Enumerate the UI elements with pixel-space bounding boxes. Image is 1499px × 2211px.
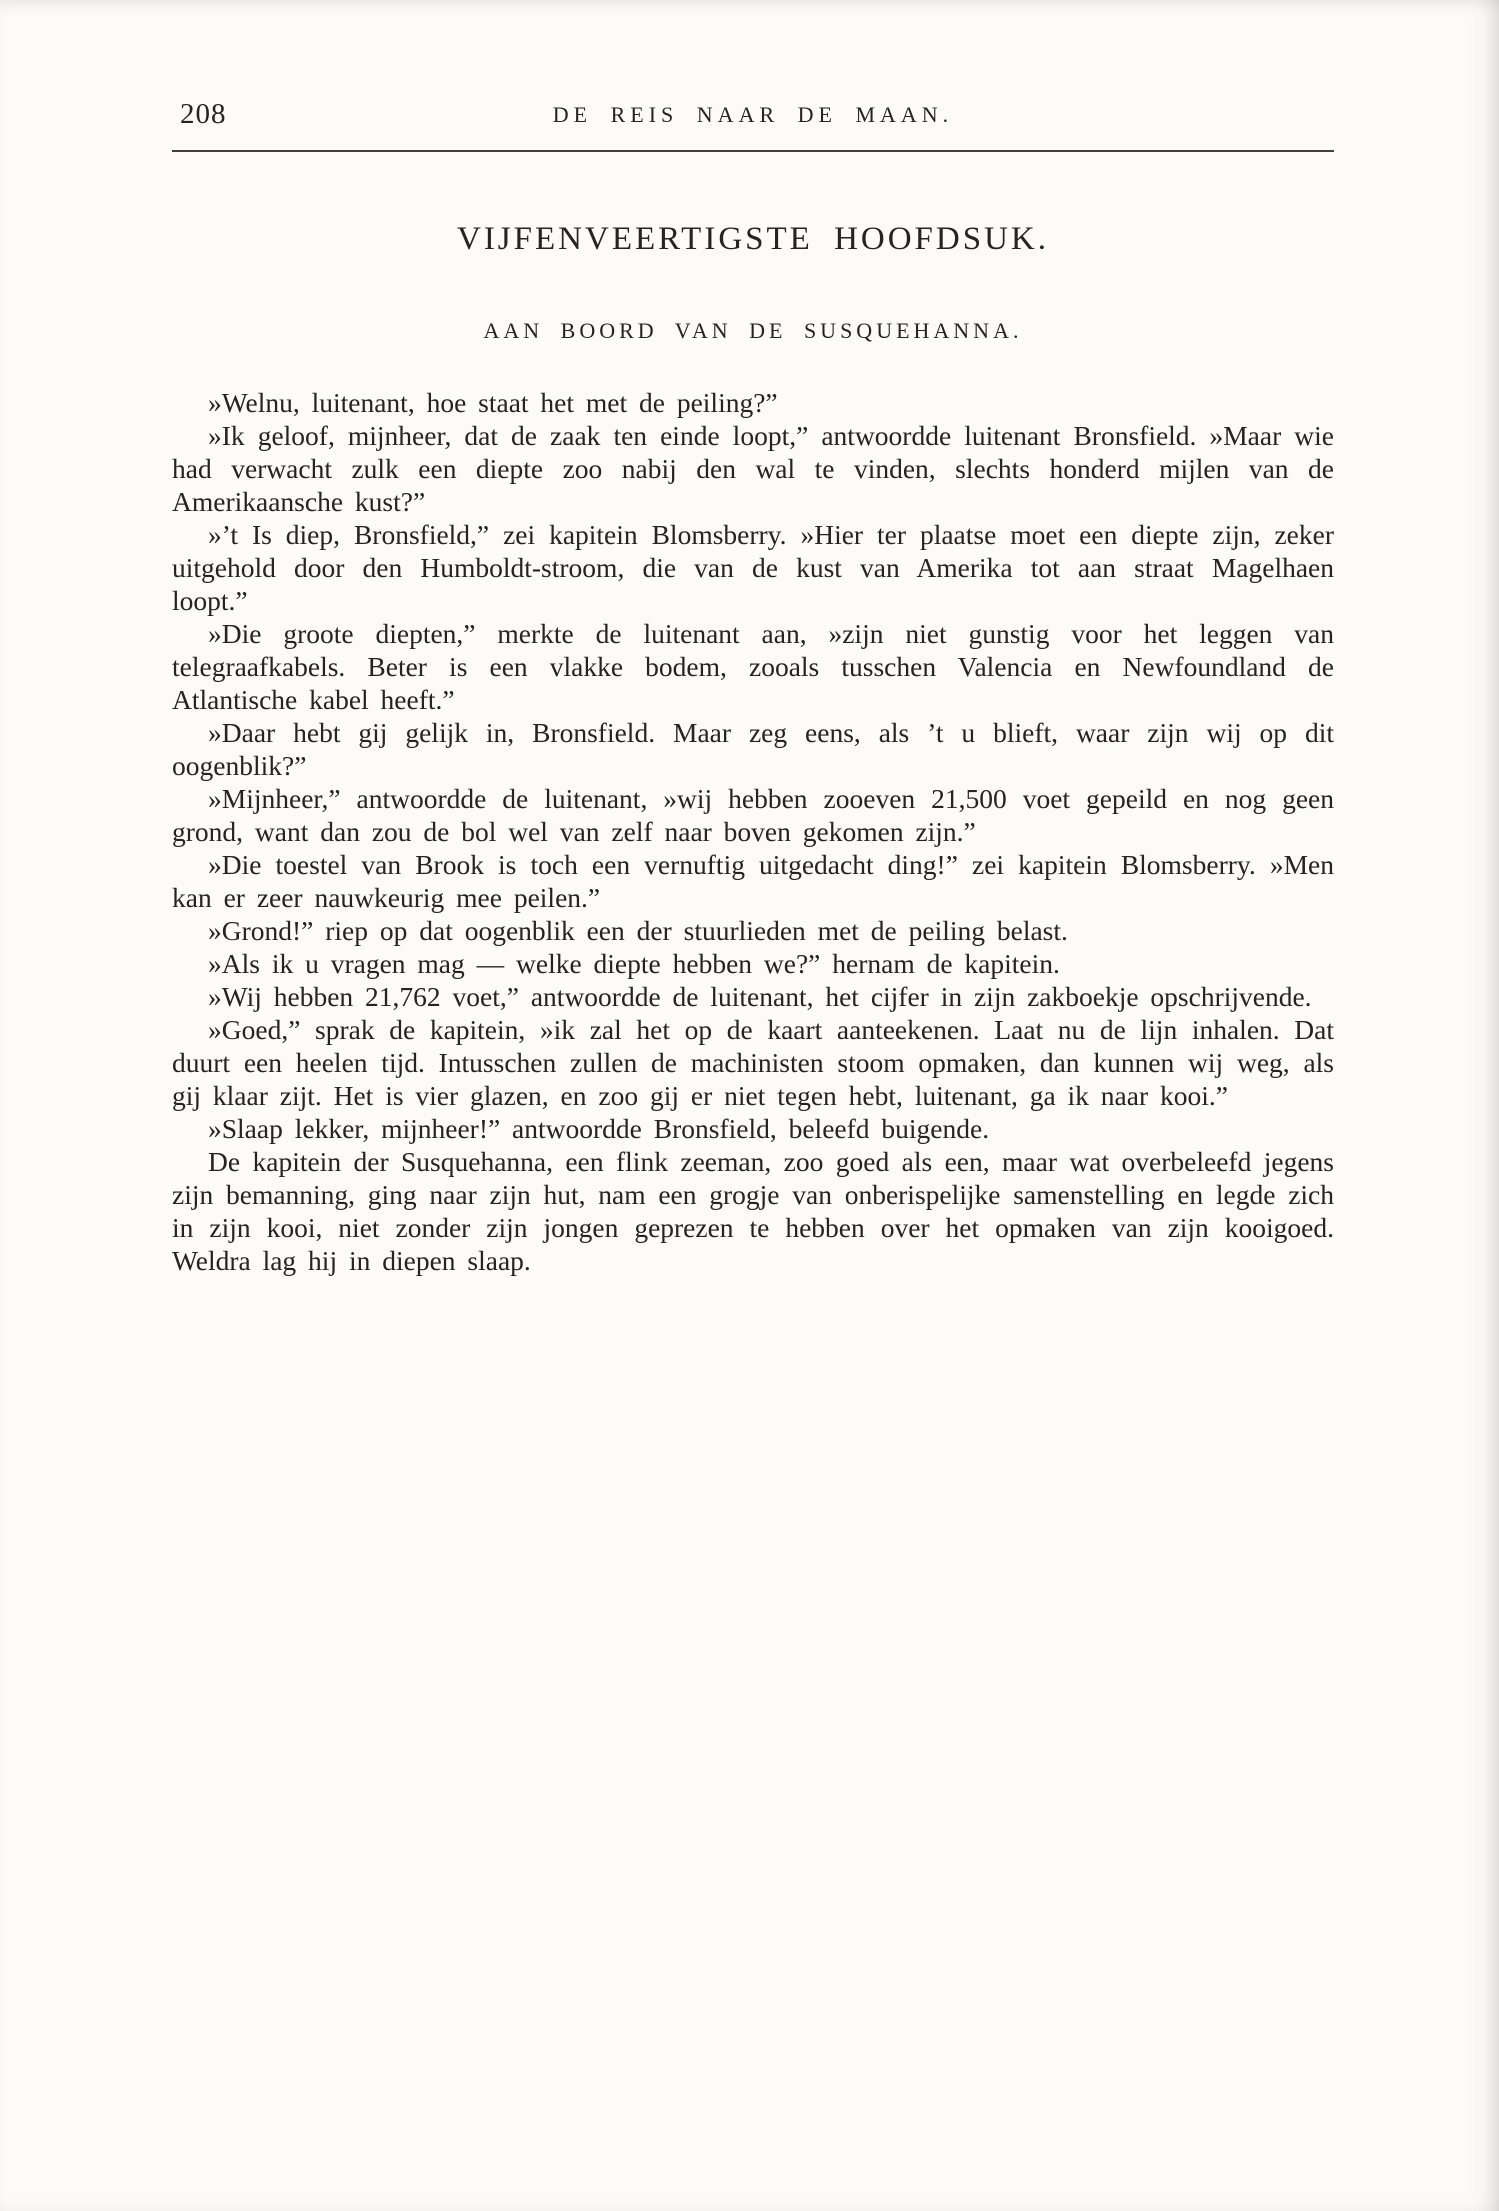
paragraph: »Welnu, luitenant, hoe staat het met de peiling?” [208,387,778,418]
paragraph: »’t Is diep, Bronsfield,” zei kapitein Blomsberry. »Hier ter plaatse moet een diepte zijn, zeker uitgehold door den Humboldt-stroom, die van de kust van Amerika tot aan straat Magelhaen loopt.” [172,519,1334,616]
running-header: DE REIS NAAR DE MAAN. [552,102,954,127]
page-number: 208 [180,98,227,130]
chapter-title: VIJFENVEERTIGSTE HOOFDSUK. [456,221,1050,257]
page-header [172,96,1334,136]
paragraph: »Goed,” sprak de kapitein, »ik zal het op de kaart aanteekenen. Laat nu de lijn inhalen. Dat duurt een heelen tijd. Intusschen zullen de machinisten stoom opmaken, dan kunnen wij weg, als gij klaar zijt. Het is vier glazen, en zoo gij er niet tegen hebt, luitenant, ga ik naar kooi.” [172,1014,1334,1111]
paragraph: De kapitein der Susquehanna, een flink zeeman, zoo goed als een, maar wat overbeleefd jegens zijn bemanning, ging naar zijn hut, nam een grogje van onberispelijke samenstelling en legde zich in zijn kooi, niet zonder zijn jongen geprezen te hebben over het opmaken van zijn kooigoed. Weldra lag hij in diepen slaap. [172,1146,1334,1276]
paragraph: »Wij hebben 21,762 voet,” antwoordde de luitenant, het cijfer in zijn zakboekje opschrijvende. [208,981,1312,1012]
chapter-subtitle: AAN BOORD VAN DE SUSQUEHANNA. [483,318,1023,343]
paragraph: »Ik geloof, mijnheer, dat de zaak ten einde loopt,” antwoordde luitenant Bronsfield. »Maar wie had verwacht zulk een diepte zoo nabij den wal te vinden, slechts honderd mijlen van de Amerikaansche kust?” [172,420,1334,517]
paragraph: »Als ik u vragen mag — welke diepte hebben we?” hernam de kapitein. [208,948,1060,979]
paragraph: »Slaap lekker, mijnheer!” antwoordde Bronsfield, beleefd buigende. [208,1113,990,1144]
paragraph: »Die groote diepten,” merkte de luitenant aan, »zijn niet gunstig voor het leggen van telegraafkabels. Beter is een vlakke bodem, zooals tusschen Valencia en Newfoundland de Atlantische kabel heeft.” [172,618,1334,715]
body-text [172,386,1334,1277]
header-rule [172,150,1334,152]
paragraph: »Mijnheer,” antwoordde de luitenant, »wij hebben zooeven 21,500 voet gepeild en nog geen grond, want dan zou de bol wel van zelf naar boven gekomen zijn.” [172,783,1334,847]
paragraph: »Die toestel van Brook is toch een vernuftig uitgedacht ding!” zei kapitein Blomsberry. »Men kan er zeer nauwkeurig mee peilen.” [172,849,1334,913]
paragraph: »Grond!” riep op dat oogenblik een der stuurlieden met de peiling belast. [208,915,1068,946]
paragraph: »Daar hebt gij gelijk in, Bronsfield. Maar zeg eens, als ’t u blieft, waar zijn wij op dit oogenblik?” [172,717,1334,781]
